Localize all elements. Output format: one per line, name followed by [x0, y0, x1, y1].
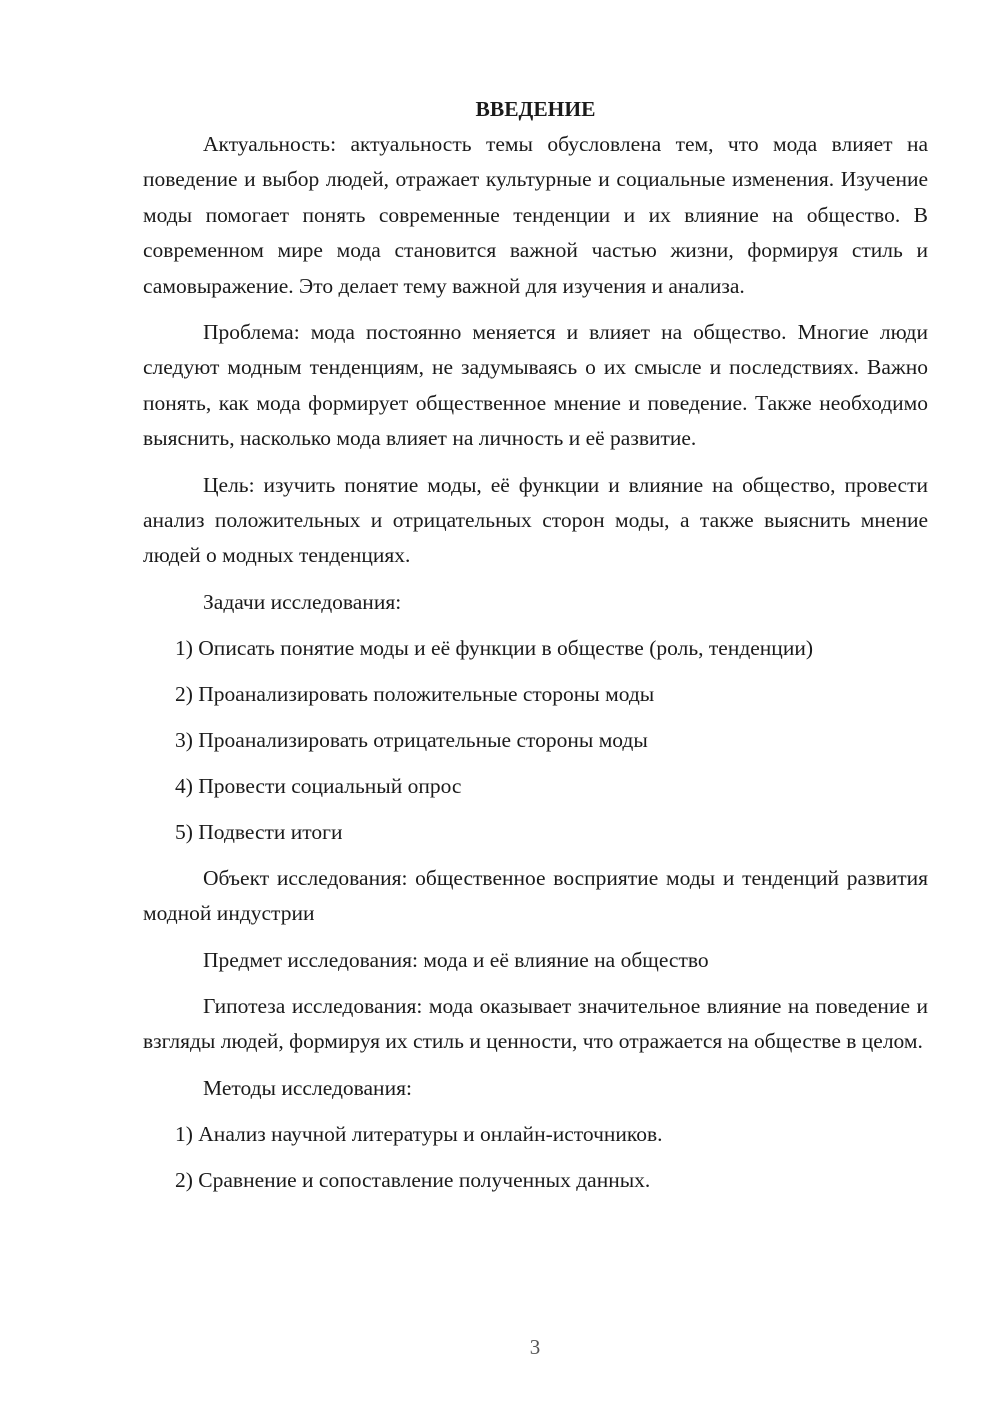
paragraph-gap	[143, 457, 928, 468]
paragraph-gap	[143, 978, 928, 989]
problem-paragraph: Проблема: мода постоянно меняется и влияет на общество. Многие люди следуют модным тенденциям, не задумываясь о их смысле и последствиях. Важно понять, как мода формирует общественное мнение и поведение. Также необходимо выяснить, насколько мода влияет на личность и её развитие.	[143, 320, 928, 451]
subject-paragraph: Предмет исследования: мода и её влияние на общество	[203, 947, 709, 972]
paragraph-gap	[143, 804, 928, 815]
paragraph-gap	[143, 1152, 928, 1163]
task-item-1: 1) Описать понятие моды и её функции в обществе (роль, тенденции)	[175, 635, 813, 660]
paragraph-gap	[143, 1106, 928, 1117]
task-item-3: 3) Проанализировать отрицательные стороны моды	[175, 727, 648, 752]
section-title: ВВЕДЕНИЕ	[475, 97, 596, 121]
task-item-4: 4) Провести социальный опрос	[175, 773, 462, 798]
tasks-heading: Задачи исследования:	[203, 589, 402, 614]
hypothesis-paragraph: Гипотеза исследования: мода оказывает значительное влияние на поведение и взгляды людей, формируя их стиль и ценности, что отражается на обществе в целом.	[143, 993, 928, 1054]
goal-paragraph: Цель: изучить понятие моды, её функции и влияние на общество, провести анализ положительных и отрицательных сторон моды, а также выяснить мнение людей о модных тенденциях.	[143, 472, 928, 568]
task-item-5: 5) Подвести итоги	[175, 819, 343, 844]
paragraph-gap	[143, 304, 928, 315]
page-number: 3	[529, 1335, 541, 1359]
paragraph-gap	[143, 758, 928, 769]
methods-heading: Методы исследования:	[203, 1075, 412, 1100]
paragraph-gap	[143, 712, 928, 723]
document-page	[143, 92, 928, 1198]
object-paragraph: Объект исследования: общественное восприятие моды и тенденций развития модной индустрии	[143, 865, 928, 926]
method-item-2: 2) Сравнение и сопоставление полученных данных.	[175, 1167, 651, 1192]
paragraph-gap	[143, 850, 928, 861]
relevance-paragraph: Актуальность: актуальность темы обусловлена тем, что мода влияет на поведение и выбор людей, отражает культурные и социальные изменения. Изучение моды помогает понять современные тенденции и их влияние на общество. В современном мире мода становится важной частью жизни, формируя стиль и самовыражение. Это делает тему важной для изучения и анализа.	[143, 132, 928, 298]
paragraph-gap	[143, 932, 928, 943]
task-item-2: 2) Проанализировать положительные стороны моды	[175, 681, 655, 706]
paragraph-gap	[143, 574, 928, 585]
paragraph-gap	[143, 1060, 928, 1071]
paragraph-gap	[143, 666, 928, 677]
paragraph-gap	[143, 620, 928, 631]
method-item-1: 1) Анализ научной литературы и онлайн-источников.	[175, 1121, 663, 1146]
